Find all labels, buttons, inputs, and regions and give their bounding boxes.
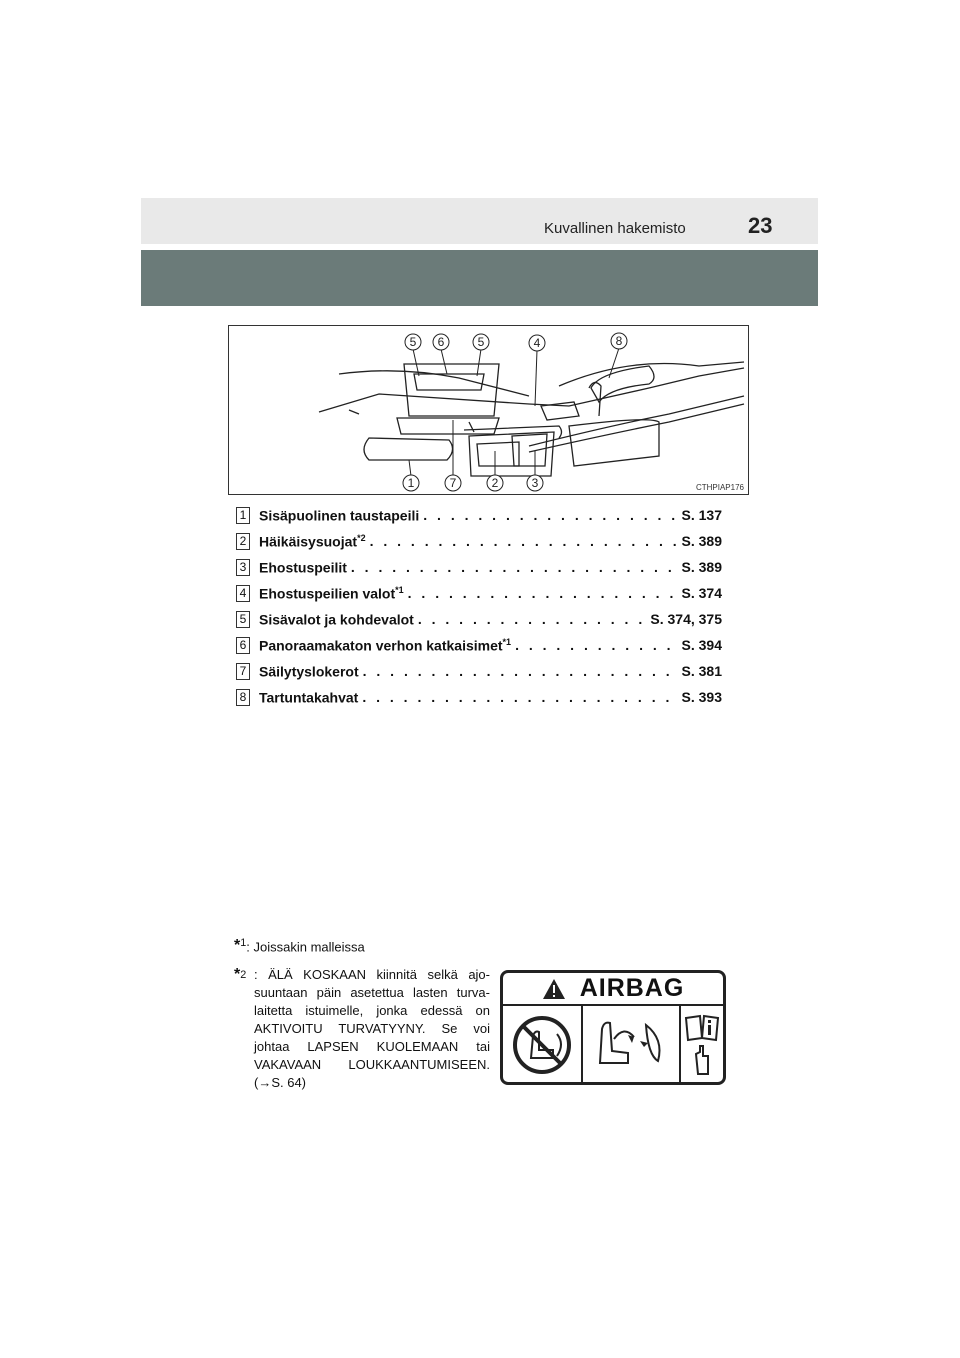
airbag-label-body: [503, 1006, 723, 1084]
callout-5b: 5: [477, 335, 485, 349]
item-number: 8: [236, 689, 250, 706]
callout-4: 4: [533, 336, 541, 350]
airbag-warning-label: [500, 970, 726, 1085]
item-number: 3: [236, 559, 250, 576]
item-label: Häikäisysuojat$^{*2}$: [259, 532, 366, 550]
list-item: [236, 554, 722, 580]
page-reference[interactable]: S. 389: [681, 559, 722, 575]
list-item: [236, 684, 722, 710]
footnote-2: *$^2$ : ÄLÄ KOSKAAN kiinnitä selkä ajo-suuntaan päin asetettua lasten turva-laitetta istuimelle, jonka edessä on AKTIVOITU TURVATYYNY. Se voi johtaa LAPSEN KUOLEMAAN tai VAKAVAAN LOUKKAANTUMISEEN. (→S. 64): [234, 966, 490, 1090]
footnote-1: *$^1$: Joissakin malleissa: [234, 937, 365, 955]
leader-dots: [370, 533, 678, 549]
callout-5a: 5: [409, 335, 417, 349]
item-number: 7: [236, 663, 250, 680]
item-label: Sisävalot ja kohdevalot: [259, 611, 414, 628]
section-title: Kuvallinen hakemisto: [544, 220, 686, 237]
callout-7: 7: [449, 476, 457, 490]
item-number: 5: [236, 611, 250, 628]
header-bar: [141, 198, 818, 244]
ceiling-drawing: [229, 326, 748, 494]
leader-dots: [362, 689, 677, 705]
list-item: [236, 528, 722, 554]
seat-airbag-icon: [583, 1006, 681, 1084]
page-reference[interactable]: S. 374, 375: [650, 611, 722, 627]
callout-6: 6: [437, 335, 445, 349]
page-reference[interactable]: S. 381: [681, 663, 722, 679]
leader-dots: [408, 585, 678, 601]
page-reference[interactable]: S. 393: [681, 689, 722, 705]
callout-1: 1: [407, 476, 415, 490]
item-label: Ehostuspeilit: [259, 559, 347, 576]
list-item: [236, 502, 722, 528]
page-reference[interactable]: S. 389: [681, 533, 722, 549]
item-label: Sisäpuolinen taustapeili: [259, 507, 420, 524]
item-label: Tartuntakahvat: [259, 689, 359, 706]
callout-3: 3: [531, 476, 539, 490]
page-reference[interactable]: S. 394: [681, 637, 722, 653]
list-item: [236, 658, 722, 684]
callout-2: 2: [491, 476, 499, 490]
read-manual-icon: [681, 1006, 723, 1084]
list-item: [236, 606, 722, 632]
item-label: Ehostuspeilien valot$^{*1}$: [259, 584, 404, 602]
list-item: [236, 632, 722, 658]
item-label: Panoraamakaton verhon katkaisimet$^{*1}$: [259, 636, 512, 654]
item-number: 2: [236, 533, 250, 550]
leader-dots: [351, 559, 678, 575]
item-number: 6: [236, 637, 250, 654]
leader-dots: [423, 507, 677, 523]
list-item: [236, 580, 722, 606]
warning-triangle-icon: [542, 978, 566, 1000]
item-label: Säilytyslokerot: [259, 663, 359, 680]
page-reference[interactable]: S. 374: [681, 585, 722, 601]
page-reference[interactable]: S. 137: [681, 507, 722, 523]
item-number: 4: [236, 585, 250, 602]
callout-8: 8: [615, 334, 623, 348]
leader-dots: [363, 663, 678, 679]
leader-dots: [418, 611, 647, 627]
figure-code: CTHPIAP176: [695, 483, 744, 492]
component-list: [236, 502, 722, 710]
interior-illustration: [228, 325, 749, 495]
item-number: 1: [236, 507, 250, 524]
airbag-word: AIRBAG: [579, 974, 685, 1002]
no-child-seat-icon: [503, 1006, 583, 1084]
leader-dots: [515, 637, 677, 653]
page-number: 23: [748, 213, 773, 238]
footnote-2-text: : ÄLÄ KOSKAAN kiinnitä selkä ajo-suuntaan päin asetettua lasten turva-laitetta istuimelle, jonka edessä on AKTIVOITU TURVATYYNY. Se voi johtaa LAPSEN KUOLEMAAN tai VAKAVAAN LOUKKAANTUMISEEN. (→S. 64): [254, 967, 490, 1090]
airbag-label-header: [503, 973, 723, 1006]
header-band: [141, 250, 818, 306]
